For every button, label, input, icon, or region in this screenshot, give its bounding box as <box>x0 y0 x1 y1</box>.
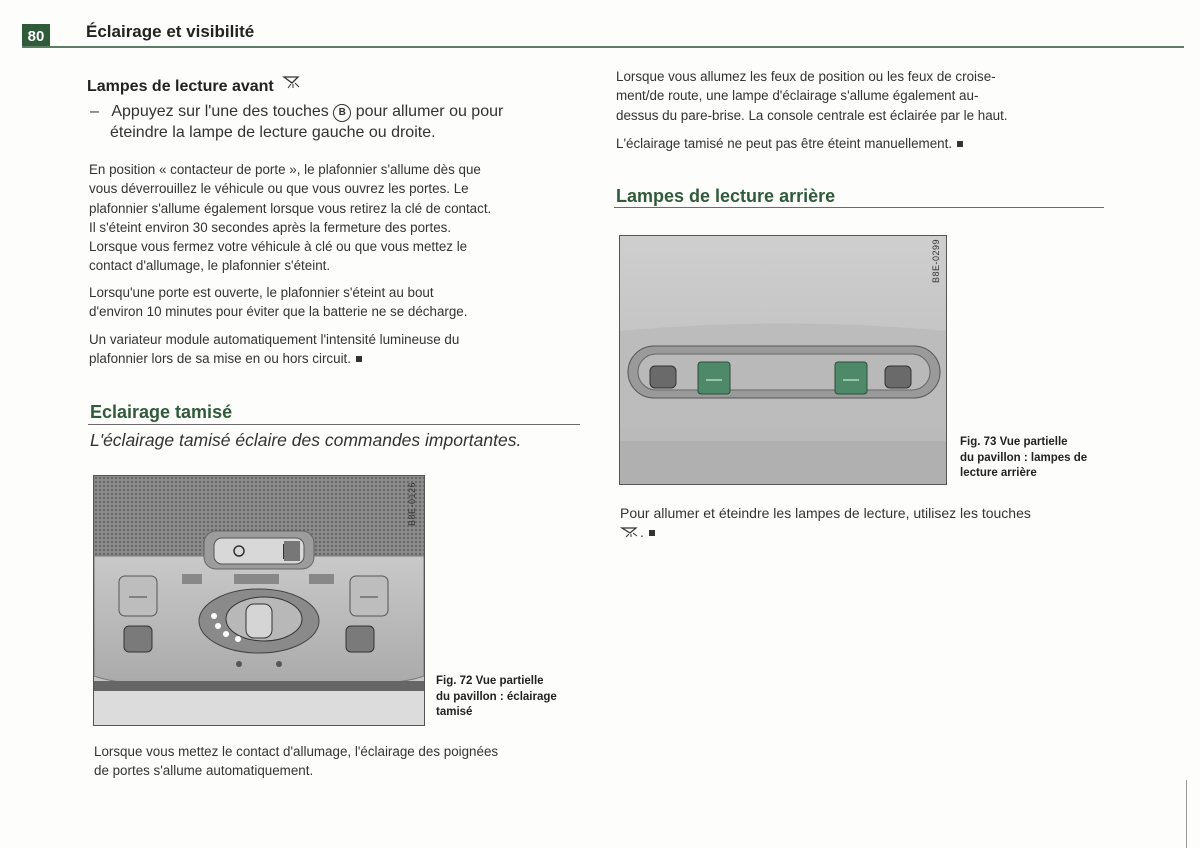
chapter-title: Éclairage et visibilité <box>86 22 255 41</box>
page-number: 80 <box>22 24 50 48</box>
dim-lighting-lead: L'éclairage tamisé éclaire des commandes importantes. <box>90 430 522 450</box>
step-text-line2: éteindre la lampe de lecture gauche ou droite. <box>110 124 436 141</box>
front-lamps-para3 <box>89 330 579 369</box>
caption-line: lecture arrière <box>960 467 1037 479</box>
dim-para-line: Lorsque vous mettez le contact d'allumage, l'éclairage des poignées <box>94 744 499 759</box>
right-para1-line: ment/de route, une lampe d'éclairage s'allume également au- <box>616 88 979 104</box>
para1-line: plafonnier s'allume également lorsque vous retirez la clé de contact. <box>89 200 492 216</box>
figure-73-image <box>619 235 947 485</box>
caption-line: du pavillon : éclairage <box>436 690 557 703</box>
front-lamps-para1 <box>89 160 579 276</box>
end-of-section-marker <box>957 141 963 147</box>
caption-line: Fig. 73 Vue partielle <box>960 436 1068 448</box>
front-lamps-heading-text: Lampes de lecture avant <box>87 78 274 95</box>
para2-line: d'environ 10 minutes pour éviter que la batterie ne se décharge. <box>89 304 468 320</box>
step-dash: – <box>90 103 99 120</box>
reading-lamp-icon <box>282 75 302 89</box>
dim-lighting-para <box>94 742 584 781</box>
figure-72-caption <box>436 674 586 721</box>
para1-line: contact d'allumage, le plafonnier s'éteint. <box>89 258 331 274</box>
figure-72-image <box>93 475 425 726</box>
caption-line: tamisé <box>436 706 473 718</box>
caption-line: du pavillon : lampes de <box>960 451 1088 464</box>
roof-console-rear-illustration <box>620 236 946 484</box>
figure-73-code: B8E-0299 <box>931 239 941 284</box>
para2-line: Lorsqu'une porte est ouverte, le plafonnier s'éteint au bout <box>89 285 434 300</box>
front-lamps-para2 <box>89 283 579 322</box>
para1-line: Il s'éteint environ 30 secondes après la fermeture des portes. <box>89 219 452 235</box>
button-b-icon: B <box>333 104 351 122</box>
rear-lamps-para: Pour allumer et éteindre les lampes de lecture, utilisez les touches . <box>620 504 1120 543</box>
roof-console-front-illustration <box>94 476 424 725</box>
caption-line: Fig. 72 Vue partielle <box>436 675 544 687</box>
right-para1 <box>616 67 1116 125</box>
page-edge-line <box>1186 780 1187 848</box>
front-lamps-step <box>90 101 580 143</box>
end-of-section-marker <box>649 530 655 536</box>
para1-line: vous déverrouillez le véhicule ou que vous ouvrez les portes. Le <box>89 181 469 197</box>
rear-para-line: Pour allumer et éteindre les lampes de lecture, utilisez les touches <box>620 505 1031 521</box>
dim-lighting-rule <box>88 424 580 425</box>
right-para2-text: L'éclairage tamisé ne peut pas être éteint manuellement. <box>616 136 953 151</box>
dim-lighting-title: Eclairage tamisé <box>90 402 233 422</box>
end-of-section-marker <box>356 356 362 362</box>
dim-para-line: de portes s'allume automatiquement. <box>94 763 314 779</box>
rear-lamps-rule <box>614 207 1104 208</box>
para1-line: Lorsque vous fermez votre véhicule à clé ou que vous mettez le <box>89 239 468 255</box>
para3-line: Un variateur module automatiquement l'intensité lumineuse du <box>89 332 460 347</box>
front-lamps-heading <box>87 75 302 96</box>
para1-line: En position « contacteur de porte », le plafonnier s'allume dès que <box>89 162 481 177</box>
figure-72-code: B8E-0126 <box>407 482 417 527</box>
step-text-part2: pour allumer ou pour <box>355 103 504 120</box>
step-text-part1: Appuyez sur l'une des touches <box>111 103 329 120</box>
header-rule <box>22 46 1184 48</box>
figure-73-caption <box>960 435 1120 482</box>
rear-lamps-title: Lampes de lecture arrière <box>616 186 836 206</box>
right-para1-line: dessus du pare-brise. La console centrale est éclairée par le haut. <box>616 107 1008 123</box>
para3-line: plafonnier lors de sa mise en ou hors circuit. <box>89 351 351 367</box>
right-para1-line: Lorsque vous allumez les feux de position ou les feux de croise- <box>616 69 996 84</box>
right-para2 <box>616 134 1116 153</box>
reading-lamp-icon <box>620 526 640 538</box>
